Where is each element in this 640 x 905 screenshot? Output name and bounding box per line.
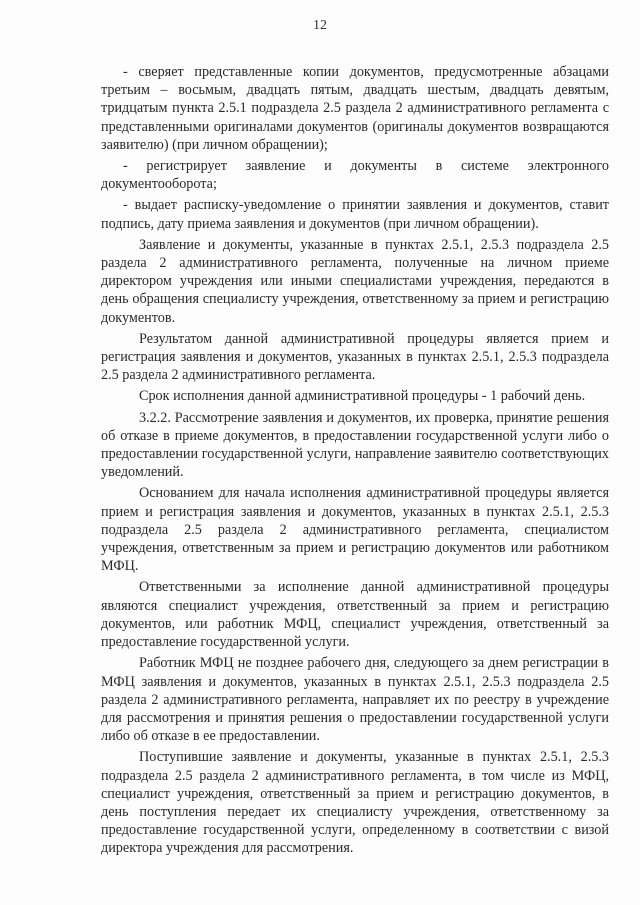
paragraph-6: Срок исполнения данной административной процедуры - 1 рабочий день. xyxy=(139,388,586,405)
paragraph-9: Ответственными за исполнение данной административной процедуры являются специалист учреждения, ответственный за прием и регистрацию документов, или работник МФЦ, специалист учреждения, ответственный за предоставление государственной услуги. xyxy=(101,579,609,651)
paragraph-1: - сверяет представленные копии документов, предусмотренные абзацами третьим – восьмым, двадцать пятым, двадцать шестым, двадцать девятым, тридцатым пункта 2.5.1 подраздела 2.5 раздела 2 административного регламента с представленными оригиналами документов (оригиналы документов возвращаются заявителю) (при личном обращении); xyxy=(101,64,609,153)
paragraph-7: 3.2.2. Рассмотрение заявления и документов, их проверка, принятие решения об отказе в приеме документов, в предоставлении государственной услуги либо о предоставлении государственной услуги, направление заявителю соответствующих уведомлений. xyxy=(101,409,609,481)
paragraph-5: Результатом данной административной процедуры является прием и регистрация заявления и документов, указанных в пунктах 2.5.1, 2.5.3 подраздела 2.5 раздела 2 административного регламента. xyxy=(101,330,609,384)
paragraph-4: Заявление и документы, указанные в пунктах 2.5.1, 2.5.3 подраздела 2.5 раздела 2 административного регламента, полученные на личном приеме директором учреждения или иными специалистами учреждения, передаются в день обращения специалисту учреждения, ответственному за прием и регистрацию документов. xyxy=(101,236,609,326)
paragraph-8: Основанием для начала исполнения административной процедуры является прием и регистрация заявления и документов, указанных в пунктах 2.5.1, 2.5.3 подраздела 2.5 раздела 2 административного регламента, специалистом учреждения, ответственным за прием и регистрацию документов или работником МФЦ. xyxy=(101,485,609,575)
paragraph-11: Поступившие заявление и документы, указанные в пунктах 2.5.1, 2.5.3 подраздела 2.5 раздела 2 административного регламента, в том числе из МФЦ, специалист учреждения, ответственный за прием и регистрацию документов, в день поступления передает их специалисту учреждения, ответственному за предоставление государственной услуги, определенному в соответствии с визой директора учреждения для рассмотрения. xyxy=(101,749,609,857)
document-body xyxy=(101,63,609,861)
paragraph-2: - регистрирует заявление и документы в системе электронного документооборота; xyxy=(101,158,609,193)
paragraph-10: Работник МФЦ не позднее рабочего дня, следующего за днем регистрации в МФЦ заявления и документов, указанных в пунктах 2.5.1, 2.5.3 подраздела 2.5 раздела 2 административного регламента, направляет их по реестру в учреждение для рассмотрения и принятия решения о предоставлении государственной услуги либо об отказе в ее предоставлении. xyxy=(101,655,609,745)
page-number: 12 xyxy=(313,18,327,33)
paragraph-3: - выдает расписку-уведомление о принятии заявления и документов, ставит подпись, дату приема заявления и документов (при личном обращении). xyxy=(101,197,609,232)
